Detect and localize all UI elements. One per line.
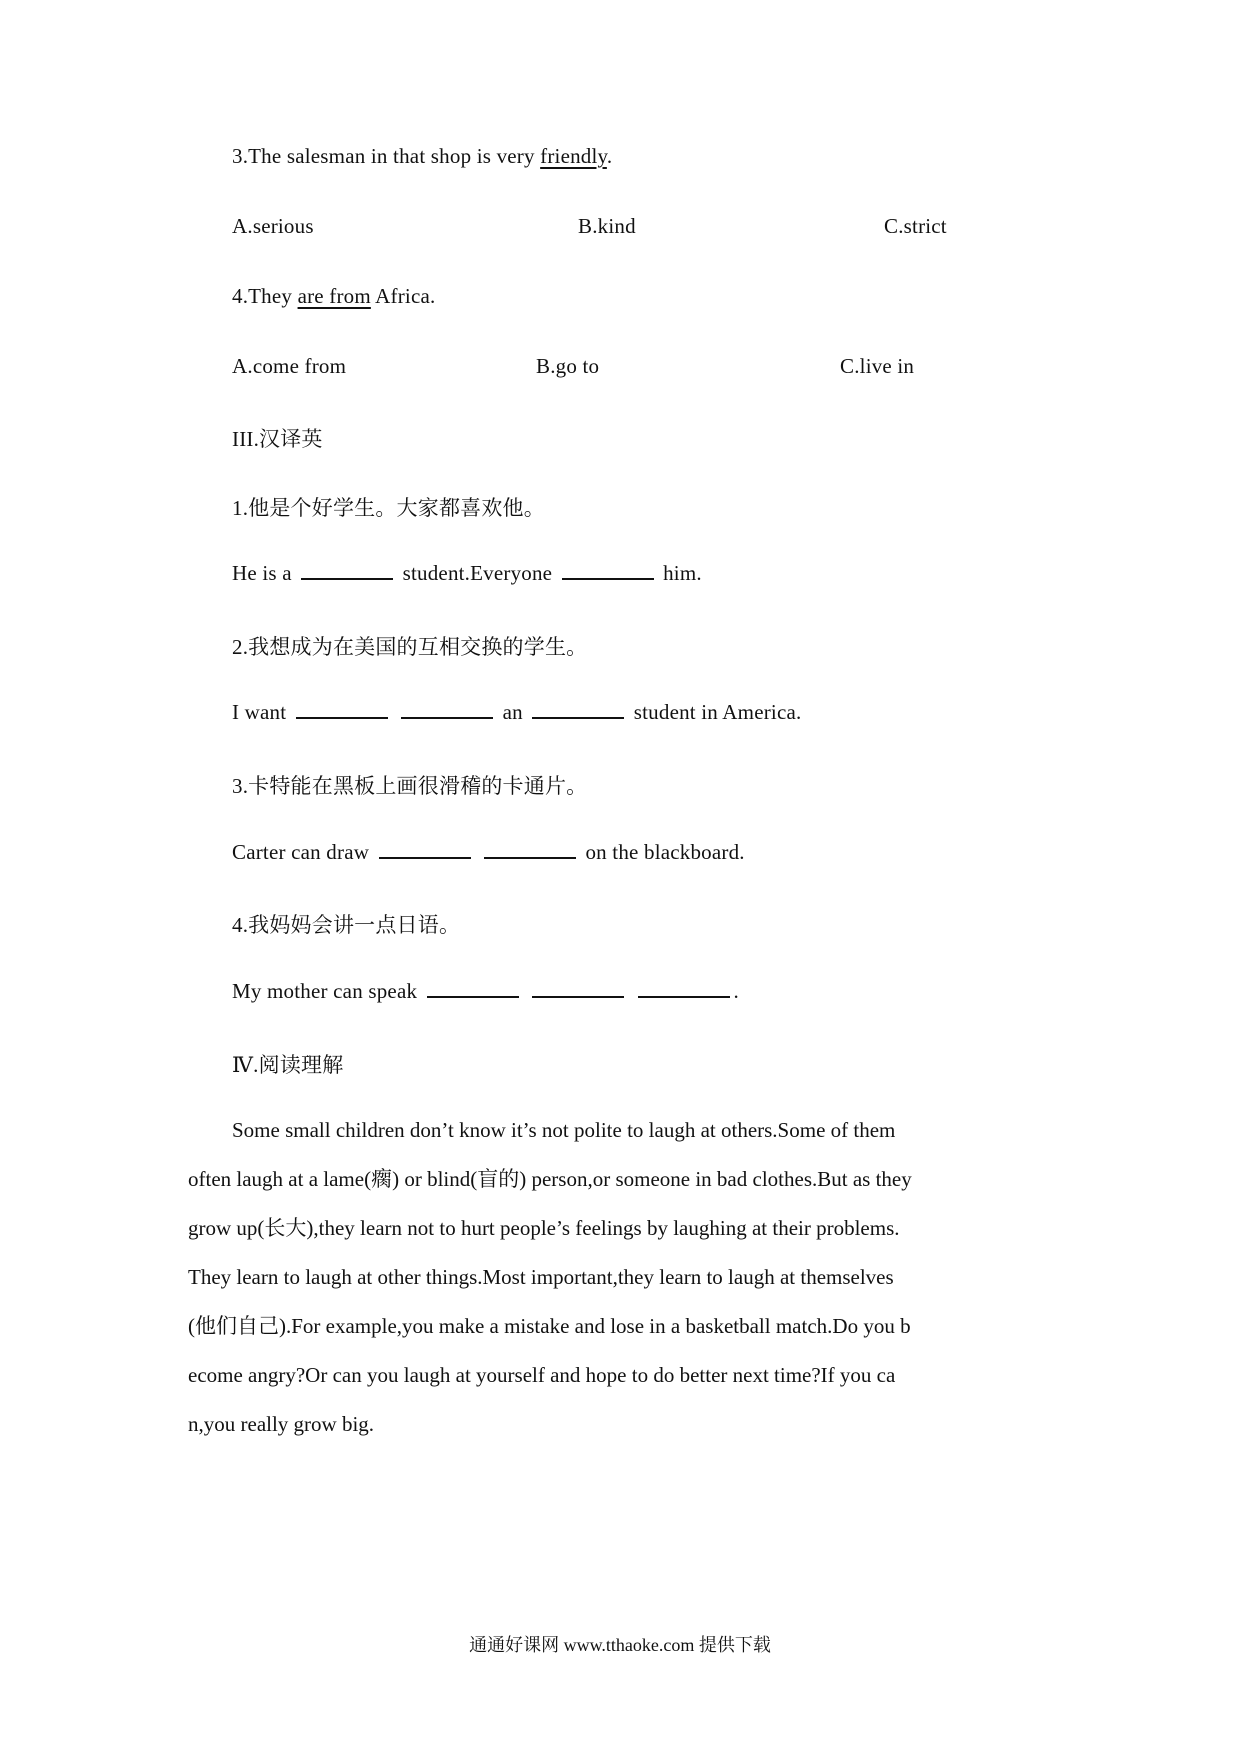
passage-line: n,you really grow big. <box>188 1412 375 1436</box>
answer-blank[interactable] <box>401 716 493 719</box>
reading-passage <box>188 1106 1058 1449</box>
translation-3-english: Carter can draw on the blackboard. <box>232 840 745 864</box>
passage-line: They learn to laugh at other things.Most important,they learn to laugh at themselves <box>188 1265 894 1289</box>
q3-stem-text: 3.The salesman in that shop is very <box>232 144 541 168</box>
translation-4-english: My mother can speak . <box>232 979 739 1003</box>
answer-blank[interactable] <box>532 716 624 719</box>
answer-blank[interactable] <box>301 577 393 580</box>
passage-line: ecome angry?Or can you laugh at yourself and hope to do better next time?If you ca <box>188 1363 896 1387</box>
answer-blank[interactable] <box>638 995 730 998</box>
q4-option-c: C.live in <box>840 354 915 378</box>
answer-blank[interactable] <box>427 995 519 998</box>
q4-option-b: B.go to <box>536 354 600 378</box>
answer-blank[interactable] <box>562 577 654 580</box>
translation-2-chinese: 2.我想成为在美国的互相交换的学生。 <box>232 635 588 659</box>
section-3-heading: III.汉译英 <box>232 427 323 451</box>
translation-1-chinese: 1.他是个好学生。大家都喜欢他。 <box>232 496 545 520</box>
translation-1-english: He is a student.Everyone him. <box>232 561 702 585</box>
translation-3-chinese: 3.卡特能在黑板上画很滑稽的卡通片。 <box>232 774 588 798</box>
q4-underlined-words: are from <box>297 284 371 308</box>
passage-line: grow up(长大),they learn not to hurt people’s feelings by laughing at their problems. <box>188 1216 900 1240</box>
q4-stem-text: 4.They <box>232 284 298 308</box>
q3-stem-end: . <box>606 144 613 168</box>
q3-option-c: C.strict <box>884 214 947 238</box>
passage-line: Some small children don’t know it’s not polite to laugh at others.Some of them <box>232 1118 896 1142</box>
translation-4-chinese: 4.我妈妈会讲一点日语。 <box>232 913 461 937</box>
q4-stem-end: Africa. <box>370 284 436 308</box>
question-4-stem <box>232 284 435 309</box>
q3-option-b: B.kind <box>578 214 636 238</box>
passage-line: (他们自己).For example,you make a mistake and lose in a basketball match.Do you b <box>188 1314 911 1338</box>
passage-line: often laugh at a lame(瘸) or blind(盲的) person,or someone in bad clothes.But as they <box>188 1167 912 1191</box>
page-footer: 通通好课网 www.tthaoke.com 提供下载 <box>469 1635 771 1655</box>
answer-blank[interactable] <box>532 995 624 998</box>
answer-blank[interactable] <box>379 856 471 859</box>
q3-underlined-word: friendly <box>540 144 607 168</box>
translation-2-english: I want an student in America. <box>232 700 802 724</box>
answer-blank[interactable] <box>484 856 576 859</box>
q3-option-a: A.serious <box>232 214 314 238</box>
question-3-stem <box>232 144 612 169</box>
q4-option-a: A.come from <box>232 354 347 378</box>
answer-blank[interactable] <box>296 716 388 719</box>
section-4-heading: Ⅳ.阅读理解 <box>232 1053 344 1077</box>
